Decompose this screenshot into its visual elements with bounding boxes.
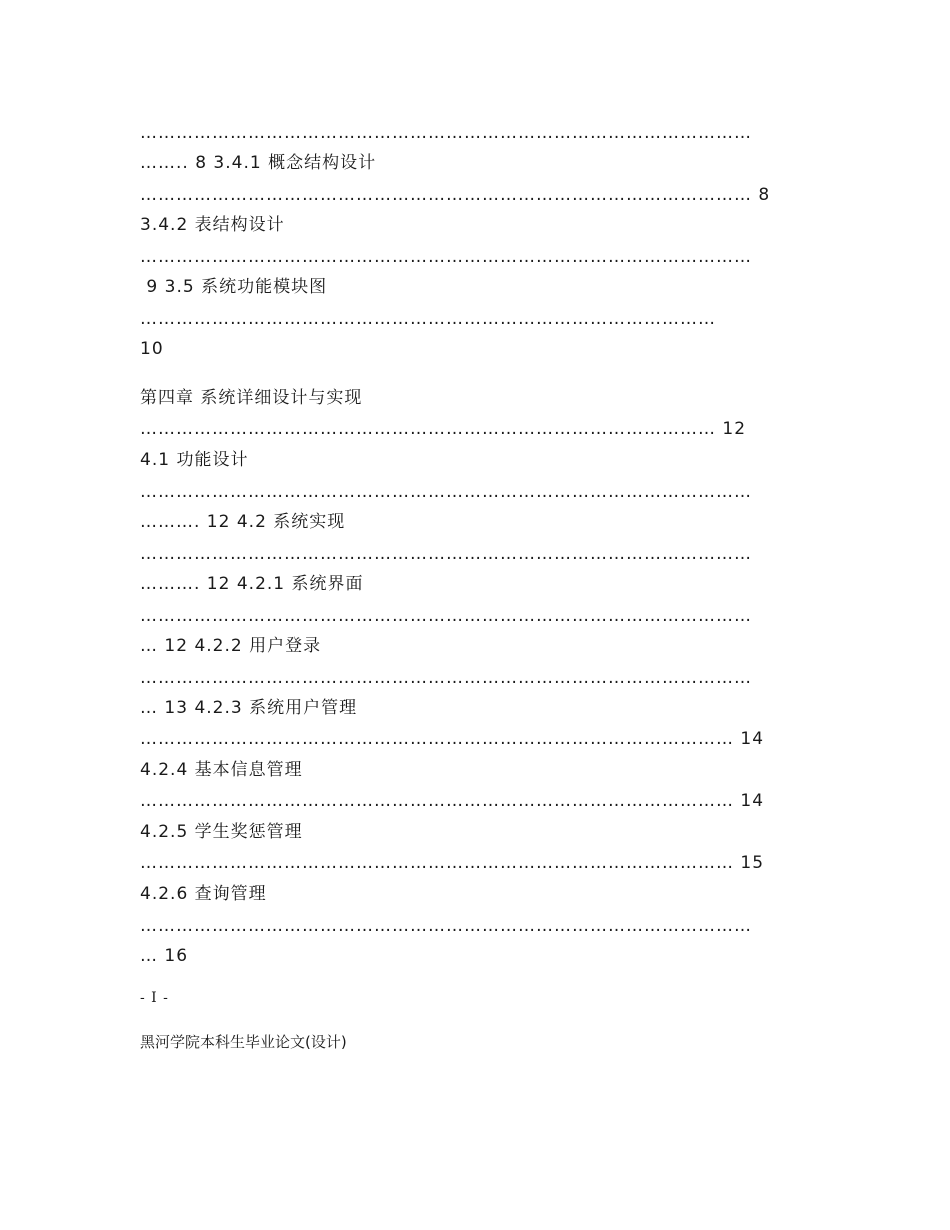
toc-line: ………………………………………………………………………………………… xyxy=(140,916,752,936)
toc-line: ………………………………………………………………………………………… xyxy=(140,123,752,143)
page-number: - I - xyxy=(140,990,169,1006)
toc-line: 4.2.6 查询管理 xyxy=(140,884,267,904)
toc-line: ………………………………………………………………………………………… xyxy=(140,606,752,626)
toc-line: … 16 xyxy=(140,946,189,966)
toc-line: 4.2.5 学生奖惩管理 xyxy=(140,822,303,842)
toc-line: ………. 12 4.2 系统实现 xyxy=(140,512,346,532)
toc-line: 4.1 功能设计 xyxy=(140,450,249,470)
toc-line: … 12 4.2.2 用户登录 xyxy=(140,636,322,656)
toc-line: ………………………………………………………………………………………… 8 xyxy=(140,185,771,205)
toc-line: ……………………………………………………………………………………… 14 xyxy=(140,729,765,749)
toc-line: 第四章 系统详细设计与实现 xyxy=(140,388,363,408)
toc-line: ………………………………………………………………………………………… xyxy=(140,482,752,502)
school-header: 黑河学院本科生毕业论文(设计) xyxy=(140,1033,347,1051)
toc-line: 4.2.4 基本信息管理 xyxy=(140,760,303,780)
toc-line: ………………………………………………………………………………………… xyxy=(140,668,752,688)
toc-line: ………………………………………………………………………………………… xyxy=(140,544,752,564)
toc-line: ………. 12 4.2.1 系统界面 xyxy=(140,574,364,594)
toc-line: ………………………………………………………………………………………… xyxy=(140,247,752,267)
toc-line: ……………………………………………………………………………………… 14 xyxy=(140,791,765,811)
toc-line: …………………………………………………………………………………… xyxy=(140,309,716,329)
toc-line: 3.4.2 表结构设计 xyxy=(140,215,285,235)
toc-line: … 13 4.2.3 系统用户管理 xyxy=(140,698,358,718)
toc-line: …………………………………………………………………………………… 12 xyxy=(140,419,747,439)
toc-line: …….. 8 3.4.1 概念结构设计 xyxy=(140,153,377,173)
toc-line: 9 3.5 系统功能模块图 xyxy=(140,277,328,297)
toc-line: ……………………………………………………………………………………… 15 xyxy=(140,853,765,873)
toc-line: 10 xyxy=(140,339,164,359)
